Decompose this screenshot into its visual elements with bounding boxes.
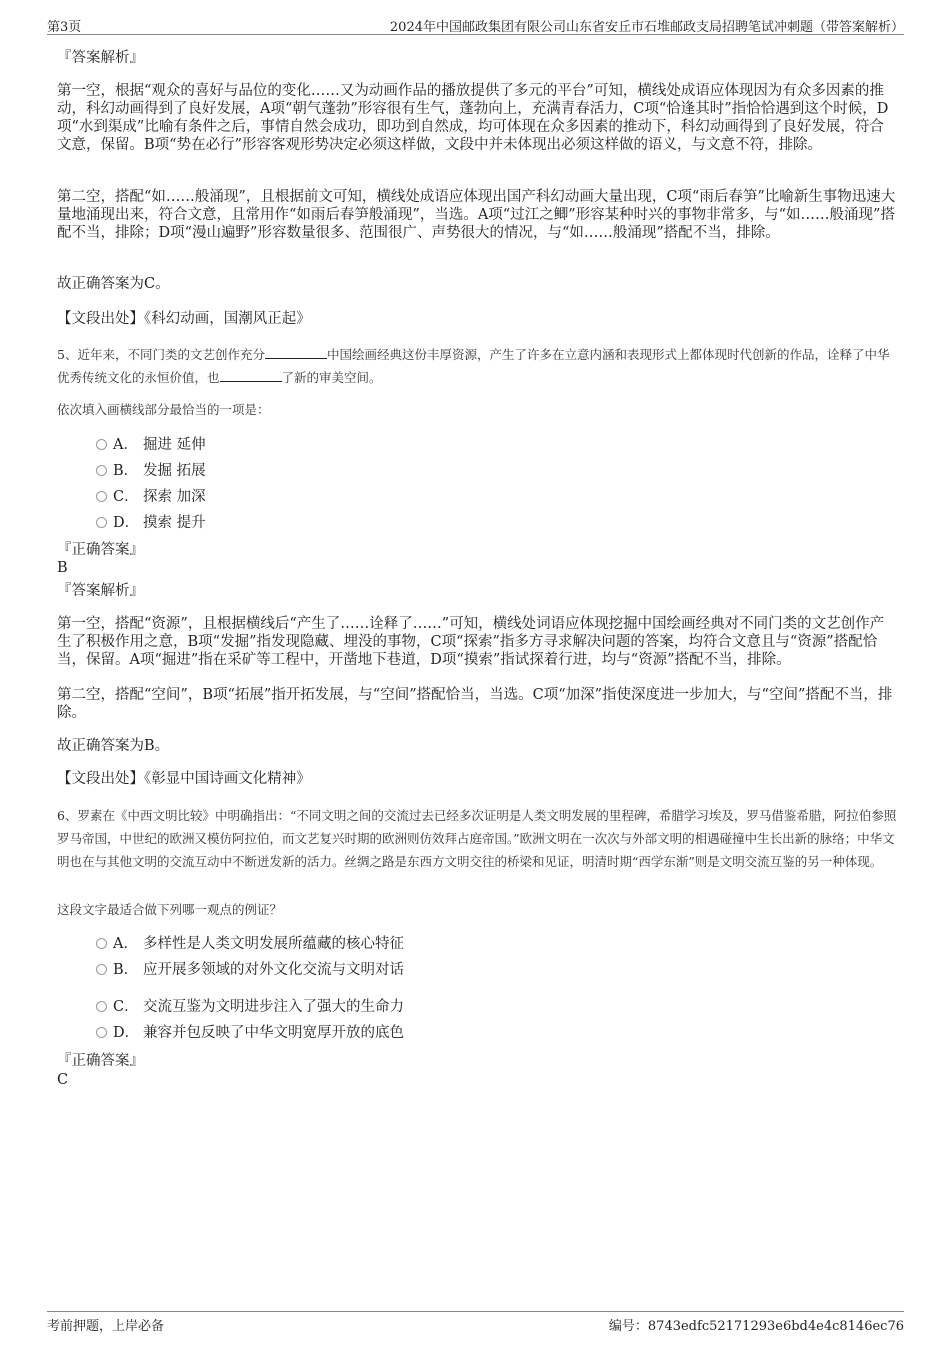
radio-icon[interactable] [96, 1001, 107, 1012]
q6-option-a[interactable]: A． 多样性是人类文明发展所蕴藏的核心特征 [96, 934, 404, 954]
q6-option-b[interactable]: B． 应开展多领域的对外文化交流与文明对话 [96, 960, 404, 980]
q6-option-d[interactable]: D． 兼容并包反映了中华文明宽厚开放的底色 [96, 1023, 404, 1043]
question-6-text: 6、罗素在《中西文明比较》中明确指出：“不同文明之间的交流过去已经多次证明是人类文明发展的里程碑，希腊学习埃及，罗马借鉴希腊，阿拉伯参照罗马帝国，中世纪的欧洲又模仿阿拉伯，而文艺复兴时期的欧洲则仿效拜占庭帝国。”欧洲文明在一次次与外部文明的相遇碰撞中生长出新的脉络；中华文明也在与其他文明的交流互动中不断迸发新的活力。丝绸之路是东西方文明交往的桥梁和见证，明清时期“西学东渐”则是文明交流互鉴的另一种体现。 [57, 808, 897, 869]
footer-slogan: 考前押题，上岸必备 [47, 1319, 165, 1334]
radio-icon[interactable] [96, 964, 107, 975]
document-title: 2024年中国邮政集团有限公司山东省安丘市石堆邮政支局招聘笔试冲刺题（带答案解析） [389, 20, 904, 35]
analysis-label: 『答案解析』 [57, 583, 144, 599]
question-5-text: 5、近年来，不同门类的文艺创作充分 中国绘画经典这份丰厚资源，产生了许多在立意内涵和表现形式上都体现时代创新的作品，诠释了中华优秀传统文化的永恒价值，也 了新的审美空间。 [57, 347, 890, 385]
analysis-label: 『答案解析』 [57, 50, 144, 66]
radio-icon[interactable] [96, 439, 107, 450]
fill-blank [265, 347, 327, 359]
analysis-paragraph: 第二空，搭配“空间”，B项“拓展”指开拓发展，与“空间”搭配恰当，当选。C项“加深”指使深度进一步加大，与“空间”搭配不当，排除。 [57, 687, 893, 721]
q6-option-c[interactable]: C． 交流互鉴为文明进步注入了强大的生命力 [96, 997, 404, 1017]
radio-icon[interactable] [96, 1027, 107, 1038]
answer-label: 『正确答案』 [57, 542, 144, 558]
page-footer [47, 1311, 904, 1336]
conclusion: 故正确答案为B。 [57, 738, 170, 754]
correct-answer: B [57, 560, 68, 576]
q5-option-b[interactable]: B． 发掘 拓展 [96, 461, 206, 481]
correct-answer: C [57, 1072, 69, 1088]
source-citation: 【文段出处】《科幻动画，国潮风正起》 [57, 311, 311, 327]
answer-label: 『正确答案』 [57, 1053, 144, 1069]
analysis-paragraph: 第一空，根据“观众的喜好与品位的变化……又为动画作品的播放提供了多元的平台”可知，横线处成语应体现因为有众多因素的推动，科幻动画得到了良好发展，A项“朝气蓬勃”形容很有生气，蓬勃向上，充满青春活力，C项“恰逢其时”指恰恰遇到这个时候，D项“水到渠成”比喻有条件之后，事情自然会成功，即功到自然成，均可体现在众多因素的推动下，科幻动画得到了良好发展，符合文意，保留。B项“势在必行”形容客观形势决定必须这样做，文段中并未体现出必须这样做的语义，与文意不符，排除。 [57, 83, 889, 153]
radio-icon[interactable] [96, 491, 107, 502]
radio-icon[interactable] [96, 465, 107, 476]
question-5-prompt: 依次填入画横线部分最恰当的一项是： [57, 402, 270, 417]
document-id: 编号：8743edfc52171293e6bd4e4c8146ec76 [608, 1319, 904, 1334]
q5-option-c[interactable]: C． 探索 加深 [96, 487, 206, 507]
q5-option-d[interactable]: D． 摸索 提升 [96, 513, 206, 533]
radio-icon[interactable] [96, 517, 107, 528]
analysis-paragraph: 第一空，搭配“资源”，且根据横线后“产生了……诠释了……”可知，横线处词语应体现挖掘中国绘画经典对不同门类的文艺创作产生了积极作用之意，B项“发掘”指发现隐藏、埋没的事物，C项“探索”指多方寻求解决问题的答案，均符合文意且与“资源”搭配恰当，保留。A项“掘进”指在采矿等工程中，开凿地下巷道，D项“摸索”指试探着行进，均与“资源”搭配不当，排除。 [57, 616, 885, 668]
radio-icon[interactable] [96, 938, 107, 949]
page-header [47, 14, 904, 35]
fill-blank [220, 370, 282, 382]
question-6-prompt: 这段文字最适合做下列哪一观点的例证？ [57, 902, 283, 917]
conclusion: 故正确答案为C。 [57, 276, 170, 292]
source-citation: 【文段出处】《彰显中国诗画文化精神》 [57, 771, 311, 787]
page-number: 第3页 [47, 20, 82, 35]
analysis-paragraph: 第二空，搭配“如……般涌现”，且根据前文可知，横线处成语应体现出国产科幻动画大量出现，C项“雨后春笋”比喻新生事物迅速大量地涌现出来，符合文意，且常用作“如雨后春笋般涌现”，当选。A项“过江之鲫”形容某种时兴的事物非常多，与“如……般涌现”搭配不当，排除；D项“漫山遍野”形容数量很多、范围很广、声势很大的情况，与“如……般涌现”搭配不当，排除。 [57, 189, 896, 241]
q5-option-a[interactable]: A． 掘进 延伸 [96, 435, 206, 455]
